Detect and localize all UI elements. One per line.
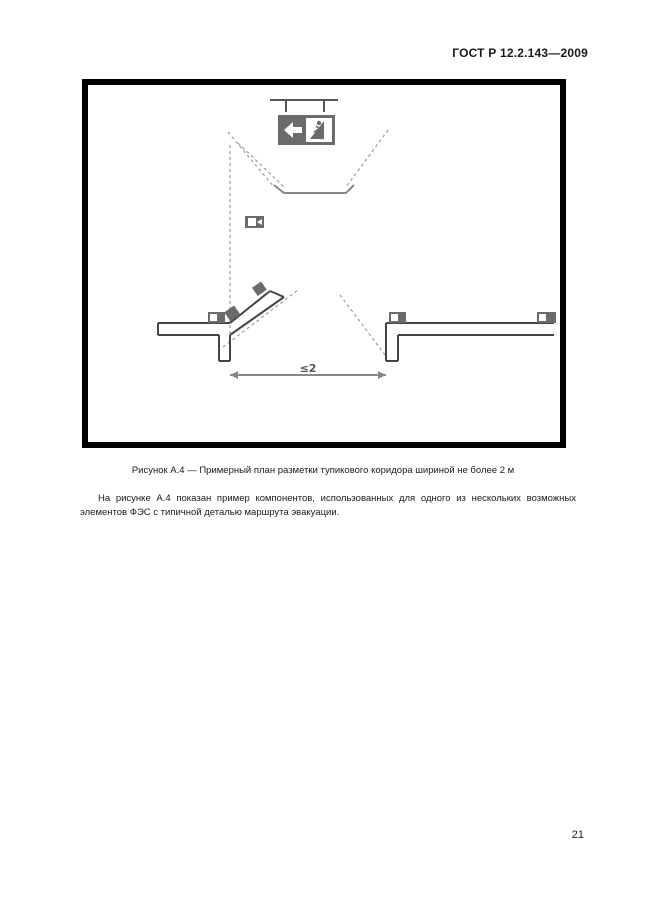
running-man-icon [317, 121, 321, 125]
page-number: 21 [571, 829, 584, 841]
exit-sign-main [278, 115, 335, 145]
figure-caption: Рисунок А.4 — Примерный план разметки тупикового коридора шириной не более 2 м [131, 465, 515, 476]
corridor-plan-diagram [88, 85, 560, 442]
standard-code: ГОСТ Р 12.2.143—2009 [452, 46, 588, 60]
right-wall [386, 323, 554, 361]
ceiling-suspension [270, 100, 338, 112]
sign-visibility-outline [274, 185, 354, 193]
figure-a4 [82, 79, 566, 448]
right-wall-exit-signs [389, 312, 556, 323]
wall-exit-sign [245, 216, 264, 228]
left-wall [158, 291, 284, 361]
body-paragraph: На рисунке А.4 показан пример компонентов, использованных для одного из нескольких возможных элементов ФЭС с типичной деталью маршрута эвакуации. [80, 493, 576, 518]
dimension-label: ≤2 [299, 362, 317, 375]
sight-lines [223, 130, 388, 355]
